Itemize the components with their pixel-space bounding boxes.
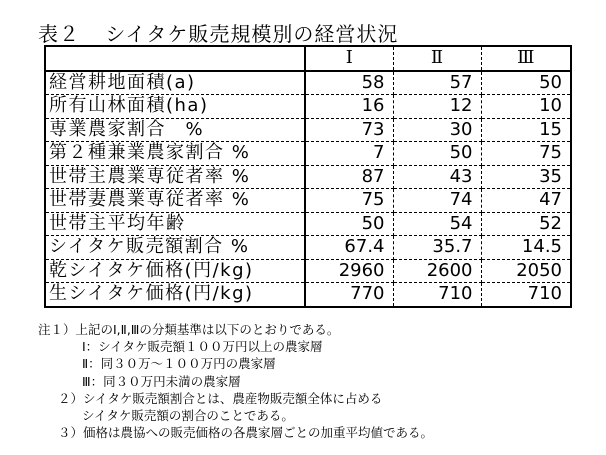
cell-value: 7 <box>305 142 393 166</box>
cell-value: 2050 <box>481 259 571 283</box>
table-row <box>45 71 571 95</box>
footnote-line: ３）価格は農協への販売価格の各農家層ごとの加重平均値である。 <box>58 425 434 441</box>
cell-value: 54 <box>393 212 481 236</box>
cell-value: 57 <box>393 71 481 95</box>
table-row <box>45 259 571 283</box>
row-label: シイタケ販売額割合 % <box>45 236 305 260</box>
header-row <box>45 46 571 71</box>
table-row <box>45 142 571 166</box>
cell-value: 74 <box>393 189 481 213</box>
cell-value: 50 <box>393 142 481 166</box>
table-row <box>45 283 571 307</box>
cell-value: 12 <box>393 95 481 119</box>
column-header-1: Ⅰ <box>305 46 393 71</box>
table-row <box>45 189 571 213</box>
footnote-line: Ⅱ：同３０万～１００万円の農家層 <box>82 356 276 372</box>
column-header-2: Ⅱ <box>393 46 481 71</box>
header-blank <box>45 46 305 71</box>
cell-value: 2600 <box>393 259 481 283</box>
footnote-line: シイタケ販売額の割合のことである。 <box>82 408 294 424</box>
cell-value: 73 <box>305 118 393 142</box>
footnote-line: Ⅲ：同３０万円未満の農家層 <box>82 373 241 389</box>
row-label: 所有山林面積(ha) <box>45 95 305 119</box>
cell-value: 35.7 <box>393 236 481 260</box>
cell-value: 16 <box>305 95 393 119</box>
row-label: 第２種兼業農家割合 % <box>45 142 305 166</box>
cell-value: 30 <box>393 118 481 142</box>
cell-value: 67.4 <box>305 236 393 260</box>
row-label: 専業農家割合 % <box>45 118 305 142</box>
cell-value: 43 <box>393 165 481 189</box>
table-number: 表２ <box>38 22 80 46</box>
cell-value: 52 <box>481 212 571 236</box>
row-label: 生シイタケ価格(円/kg) <box>45 283 305 307</box>
row-label: 経営耕地面積(a) <box>45 71 305 95</box>
footnotes <box>38 321 433 441</box>
row-label: 世帯主平均年齢 <box>45 212 305 236</box>
row-label: 乾シイタケ価格(円/kg) <box>45 259 305 283</box>
cell-value: 50 <box>481 71 571 95</box>
row-label: 世帯主農業専従者率 % <box>45 165 305 189</box>
footnote-line: 注１）上記のⅠ,Ⅱ,Ⅲの分類基準は以下のとおりである。 <box>38 322 340 337</box>
cell-value: 710 <box>393 283 481 307</box>
column-header-3: Ⅲ <box>517 47 535 69</box>
cell-value: 10 <box>481 95 571 119</box>
footnote-line: Ⅰ：シイタケ販売額１００万円以上の農家層 <box>82 339 323 355</box>
table-row <box>45 236 571 260</box>
cell-value: 35 <box>481 165 571 189</box>
cell-value: 47 <box>481 189 571 213</box>
cell-value: 50 <box>305 212 393 236</box>
row-label: 世帯妻農業専従者率 % <box>45 189 305 213</box>
cell-value: 75 <box>305 189 393 213</box>
data-table <box>44 45 572 308</box>
table-row <box>45 165 571 189</box>
cell-value: 14.5 <box>481 236 571 260</box>
table-caption: シイタケ販売規模別の経営状況 <box>105 22 399 46</box>
cell-value: 15 <box>481 118 571 142</box>
cell-value: 87 <box>305 165 393 189</box>
cell-value: 75 <box>481 142 571 166</box>
table-row <box>45 212 571 236</box>
table-row <box>45 118 571 142</box>
cell-value: 710 <box>527 283 562 305</box>
cell-value: 58 <box>305 71 393 95</box>
footnote-line: ２）シイタケ販売額割合とは、農産物販売額全体に占める <box>58 390 383 406</box>
cell-value: 2960 <box>305 259 393 283</box>
table-title <box>38 18 398 47</box>
cell-value: 770 <box>305 283 393 307</box>
table-row <box>45 95 571 119</box>
